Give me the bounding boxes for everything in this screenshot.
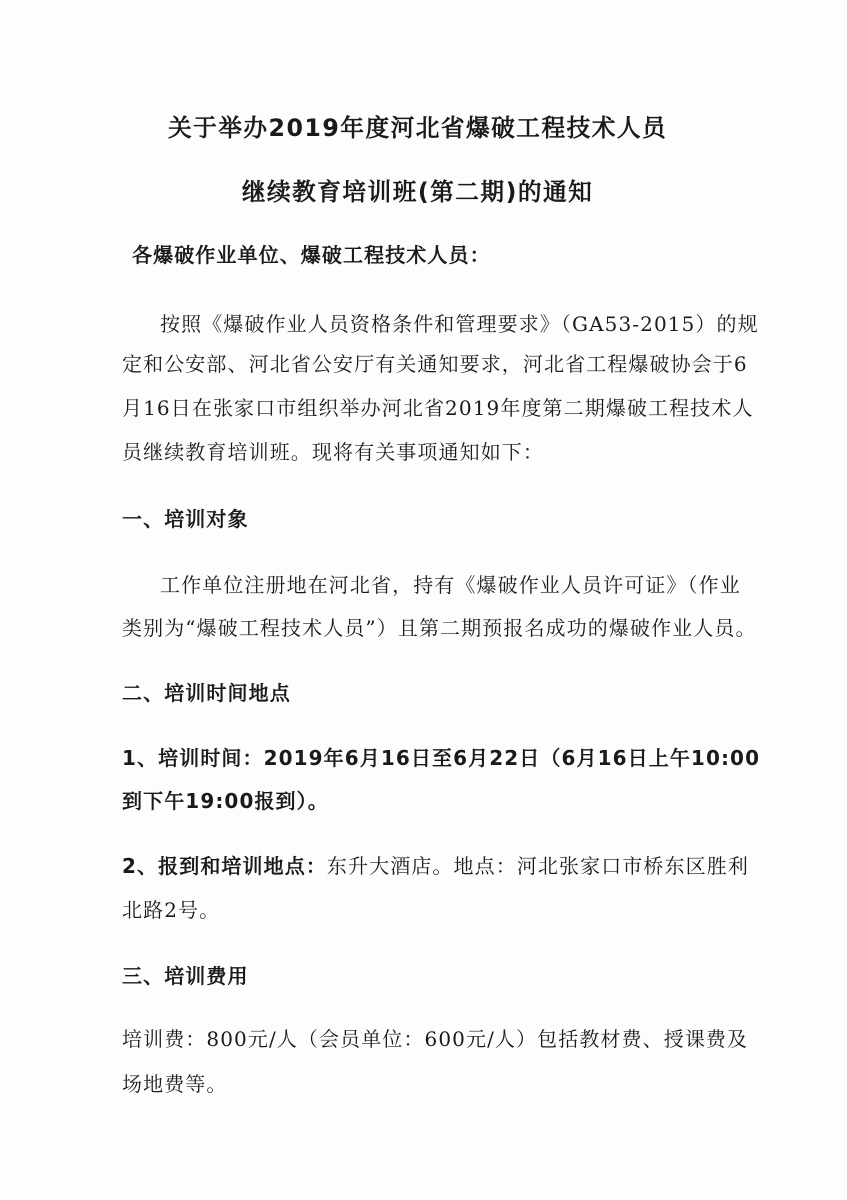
fee-line-2: 场地费等。 xyxy=(122,1072,228,1096)
intro-line-3: 月16日在张家口市组织举办河北省2019年度第二期爆破工程技术人 xyxy=(122,396,754,420)
section-2-heading: 二、培训时间地点 xyxy=(122,681,291,705)
training-time-line-2: 到下午19:00报到）。 xyxy=(122,789,329,813)
training-location-label: 2、报到和培训地点： xyxy=(122,854,327,878)
section-1-line-2: 类别为“爆破工程技术人员”）且第二期预报名成功的爆破作业人员。 xyxy=(122,616,757,640)
title-line-2: 继续教育培训班(第二期)的通知 xyxy=(241,178,594,206)
training-location-line-2: 北路2号。 xyxy=(122,898,221,922)
training-location-text: 东升大酒店。地点：河北张家口市桥东区胜利 xyxy=(326,854,749,878)
intro-line-1: 按照《爆破作业人员资格条件和管理要求》（GA53-2015）的规 xyxy=(160,312,759,336)
fee-line-1: 培训费：800元/人（会员单位：600元/人）包括教材费、授课费及 xyxy=(122,1027,749,1051)
training-time-line-1: 1、培训时间：2019年6月16日至6月22日（6月16日上午10:00 xyxy=(122,746,761,770)
section-1-heading: 一、培训对象 xyxy=(122,507,249,531)
intro-line-2: 定和公安部、河北省公安厅有关通知要求，河北省工程爆破协会于6 xyxy=(122,352,748,376)
section-1-line-1: 工作单位注册地在河北省，持有《爆破作业人员许可证》（作业 xyxy=(160,573,741,597)
salutation: 各爆破作业单位、爆破工程技术人员： xyxy=(132,243,491,267)
title-line-1: 关于举办2019年度河北省爆破工程技术人员 xyxy=(167,114,668,142)
intro-line-4: 员继续教育培训班。现将有关事项通知如下： xyxy=(122,440,544,464)
section-3-heading: 三、培训费用 xyxy=(122,964,249,988)
training-location-line-1 xyxy=(122,852,749,880)
